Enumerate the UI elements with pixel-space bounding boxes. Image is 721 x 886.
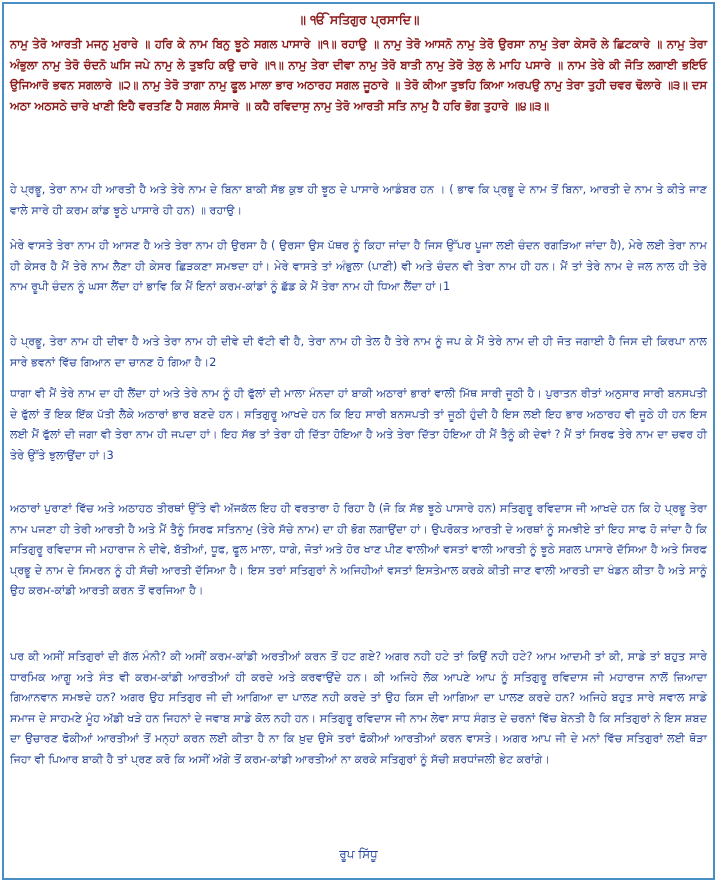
- mool-mantar-heading: ॥ ੴ ਸਤਿਗੁਰ ਪ੍ਰਸਾਦਿ॥: [297, 12, 420, 27]
- paragraph-1: ਹੇ ਪ੍ਰਭੂ, ਤੇਰਾ ਨਾਮ ਹੀ ਆਰਤੀ ਹੈ ਅਤੇ ਤੇਰੇ ਨਾਮ ਦੇ ਬਿਨਾ ਬਾਕੀ ਸੱਭ ਕੁਝ ਹੀ ਝੂਠ ਦੇ ਪਾਸਾਰੇ ਆਡੰਬਰ ਹਨ । ( ਭਾਵ ਕਿ ਪ੍ਰਭੂ ਦੇ ਨਾਮ ਤੋਂ ਬਿਨਾ, ਆਰਤੀ ਦੇ ਨਾਮ ਤੇ ਕੀਤੇ ਜਾਣ ਵਾਲੇ ਸਾਰੇ ਹੀ ਕਰਮ ਕਾਂਡ ਝੂਠੇ ਪਾਸਾਰੇ ਹੀ ਹਨ) ॥ ਰਹਾਉ।: [10, 183, 707, 217]
- paragraph-3: ਹੇ ਪ੍ਰਭੂ, ਤੇਰਾ ਨਾਮ ਹੀ ਦੀਵਾ ਹੈ ਅਤੇ ਤੇਰਾ ਨਾਮ ਹੀ ਦੀਵੇ ਦੀ ਵੱਟੀ ਵੀ ਹੈ, ਤੇਰਾ ਨਾਮ ਹੀ ਤੇਲ ਹੈ ਤੇਰੇ ਨਾਮ ਨੂੰ ਜਪ ਕੇ ਮੈਂ ਤੇਰੇ ਨਾਮ ਦੀ ਹੀ ਜੋਤ ਜਗਾਈ ਹੈ ਜਿਸ ਦੀ ਕਿਰਪਾ ਨਾਲ ਸਾਰੇ ਭਵਨਾਂ ਵਿੱਚ ਗਿਆਨ ਦਾ ਚਾਨਣ ਹੋ ਗਿਆ ਹੈ।2: [10, 335, 707, 369]
- author-name: ਰੂਪ ਸਿੱਧੂ: [339, 847, 378, 861]
- shabad-text: ਨਾਮੁ ਤੇਰੋ ਆਰਤੀ ਮਜਨੁ ਮੁਰਾਰੇ ॥ ਹਰਿ ਕੇ ਨਾਮ ਬਿਨੁ ਝੂਠੇ ਸਗਲ ਪਾਸਾਰੇ ॥੧॥ ਰਹਾਉ ॥ ਨਾਮੁ ਤੇਰੋ ਆਸਨੋ ਨਾਮੁ ਤੇਰੋ ਉਰਸਾ ਨਾਮੁ ਤੇਰਾ ਕੇਸਰੋ ਲੇ ਛਿਟਕਾਰੇ ॥ ਨਾਮੁ ਤੇਰਾ ਅੰਭੁਲਾ ਨਾਮੁ ਤੇਰੋ ਚੰਦਨੋ ਘਸਿ ਜਪੇ ਨਾਮੁ ਲੇ ਤੁਝਹਿ ਕਉ ਚਾਰੇ ॥੧॥ ਨਾਮੁ ਤੇਰਾ ਦੀਵਾ ਨਾਮੁ ਤੇਰੋ ਬਾਤੀ ਨਾਮੁ ਤੇਰੋ ਤੇਲੁ ਲੇ ਮਾਹਿ ਪਸਾਰੇ ॥ ਨਾਮ ਤੇਰੇ ਕੀ ਜੋਤਿ ਲਗਾਈ ਭਇਓ ਉਜਿਆਰੋ ਭਵਨ ਸਗਲਾਰੇ ॥੨॥ ਨਾਮੁ ਤੇਰੋ ਤਾਗਾ ਨਾਮੁ ਫੂਲ ਮਾਲਾ ਭਾਰ ਅਠਾਰਹ ਸਗਲ ਜੂਠਾਰੇ ॥ ਤੇਰੋ ਕੀਆ ਤੁਝਹਿ ਕਿਆ ਅਰਪਉ ਨਾਮੁ ਤੇਰਾ ਤੁਹੀ ਚਵਰ ਢੋਲਾਰੇ ॥੩॥ ਦਸ ਅਠਾ ਅਠਸਠੇ ਚਾਰੇ ਖਾਣੀ ਇਹੈ ਵਰਤਣਿ ਹੈ ਸਗਲ ਸੰਸਾਰੇ ॥ ਕਹੈ ਰਵਿਦਾਸੁ ਨਾਮੁ ਤੇਰੋ ਆਰਤੀ ਸਤਿ ਨਾਮੁ ਹੈ ਹਰਿ ਭੋਗ ਤੁਹਾਰੇ ॥੪॥੩॥: [10, 37, 707, 113]
- paragraph-2: ਮੇਰੇ ਵਾਸਤੇ ਤੇਰਾ ਨਾਮ ਹੀ ਆਸਣ ਹੈ ਅਤੇ ਤੇਰਾ ਨਾਮ ਹੀ ਉਰਸਾ ਹੈ ( ਉਰਸਾ ਉਸ ਪੱਥਰ ਨੂੰ ਕਿਹਾ ਜਾਂਦਾ ਹੈ ਜਿਸ ਉੱਪਰ ਪੂਜਾ ਲਈ ਚੰਦਨ ਰਗੜਿਆ ਜਾਂਦਾ ਹੈ), ਮੇਰੇ ਲਈ ਤੇਰਾ ਨਾਮ ਹੀ ਕੇਸਰ ਹੈ ਮੈਂ ਤੇਰੇ ਨਾਮ ਲੈਣਾ ਹੀ ਕੇਸਰ ਛਿੜਕਣਾ ਸਮਝਦਾ ਹਾਂ। ਮੇਰੇ ਵਾਸਤੇ ਤਾਂ ਅੰਭੁਲਾ (ਪਾਣੀ) ਵੀ ਅਤੇ ਚੰਦਨ ਵੀ ਤੇਰਾ ਨਾਮ ਹੀ ਹਨ। ਮੈਂ ਤਾਂ ਤੇਰੇ ਨਾਮ ਦੇ ਜਲ ਨਾਲ ਹੀ ਤੇਰੇ ਨਾਮ ਰੂਪੀ ਚੰਦਨ ਨੂੰ ਘਸਾ ਲੈਂਦਾ ਹਾਂ ਭਾਵਿ ਕਿ ਮੈਂ ਇਨਾਂ ਕਰਮ-ਕਾਂਡਾਂ ਨੂੰ ਛੱਡ ਕੇ ਮੈਂ ਤੇਰਾ ਨਾਮ ਹੀ ਧਿਆ ਲੈਂਦਾ ਹਾਂ।1: [10, 239, 707, 293]
- document-page: [2, 2, 715, 880]
- paragraph-6: ਪਰ ਕੀ ਅਸੀਂ ਸਤਿਗੁਰਾਂ ਦੀ ਗੱਲ ਮੰਨੀ? ਕੀ ਅਸੀਂ ਕਰਮ-ਕਾਂਡੀ ਅਰਤੀਆਂ ਕਰਨ ਤੋਂ ਹਟ ਗਏ? ਅਗਰ ਨਹੀ ਹਟੇ ਤਾਂ ਕਿਉਂ ਨਹੀ ਹਟੇ? ਆਮ ਆਦਮੀ ਤਾਂ ਕੀ, ਸਾਡੇ ਤਾਂ ਬਹੁਤ ਸਾਰੇ ਧਾਰਮਿਕ ਆਗੂ ਅਤੇ ਸੰਤ ਵੀ ਕਰਮ-ਕਾਂਡੀ ਆਰਤੀਆਂ ਹੀ ਕਰਦੇ ਅਤੇ ਕਰਵਾਉਂਦੇ ਹਨ। ਕੀ ਅਜਿਹੇ ਲੋਕ ਆਪਣੇ ਆਪ ਨੂੰ ਸਤਿਗੁਰੂ ਰਵਿਦਾਸ ਜੀ ਮਹਾਰਾਜ ਨਾਲੋਂ ਜ਼ਿਆਦਾ ਗਿਆਨਵਾਨ ਸਮਝਦੇ ਹਨ? ਅਗਰ ਉਹ ਸਤਿਗੁਰ ਜੀ ਦੀ ਆਗਿਆ ਦਾ ਪਾਲਣ ਨਹੀ ਕਰਦੇ ਤਾਂ ਉਹ ਕਿਸ ਦੀ ਆਗਿਆ ਦਾ ਪਾਲਣ ਕਰਦੇ ਹਨ? ਅਜਿਹੇ ਬਹੁਤ ਸਾਰੇ ਸਵਾਲ ਸਾਡੇ ਸਮਾਜ ਦੇ ਸਾਹਮਣੇ ਮੂੰਹ ਅੱਡੀ ਖੜੇ ਹਨ ਜਿਹਨਾਂ ਦੇ ਜਵਾਬ ਸਾਡੇ ਕੋਲ ਨਹੀ ਹਨ। ਸਤਿਗੁਰੂ ਰਵਿਦਾਸ ਜੀ ਨਾਮ ਲੇਵਾ ਸਾਧ ਸੰਗਤ ਦੇ ਚਰਨਾਂ ਵਿੱਚ ਬੇਨਤੀ ਹੈ ਕਿ ਸਤਿਗੁਰਾਂ ਨੇ ਇਸ ਸ਼ਬਦ ਦਾ ਉਚਾਰਣ ਫੋਕੀਆਂ ਆਰਤੀਆਂ ਤੋਂ ਮਨ੍ਹਾਂ ਕਰਨ ਲਈ ਕੀਤਾ ਹੈ ਨਾ ਕਿ ਖ਼ੁਦ ਉਸੇ ਤਰਾਂ ਫੋਕੀਆਂ ਆਰਤੀਆਂ ਕਰਨ ਵਾਸਤੇ। ਅਗਰ ਆਪ ਜੀ ਦੇ ਮਨਾਂ ਵਿੱਚ ਸਤਿਗੁਰਾਂ ਲਈ ਥੋੜਾ ਜਿਹਾ ਵੀ ਪਿਆਰ ਬਾਕੀ ਹੈ ਤਾਂ ਪ੍ਰਣ ਕਰੋ ਕਿ ਅਸੀਂ ਅੱਗੇ ਤੋਂ ਕਰਮ-ਕਾਂਡੀ ਆਰਤੀਆਂ ਨਾ ਕਰਕੇ ਸਤਿਗੁਰਾਂ ਨੂੰ ਸੱਚੀ ਸ਼ਰਧਾਂਜਲੀ ਭੇਟ ਕਰਾਂਗੇ।: [10, 650, 707, 766]
- paragraph-5: ਅਠਾਰਾਂ ਪੁਰਾਣਾਂ ਵਿੱਚ ਅਤੇ ਅਠਾਹਠ ਤੀਰਥਾਂ ਉੱਤੇ ਵੀ ਅੱਜਕੱਲ ਇਹ ਹੀ ਵਰਤਾਰਾ ਹੋ ਰਿਹਾ ਹੈ (ਜੋ ਕਿ ਸੱਭ ਝੂਠੇ ਪਾਸਾਰੇ ਹਨ) ਸਤਿਗੁਰੂ ਰਵਿਦਾਸ ਜੀ ਆਖਦੇ ਹਨ ਕਿ ਹੇ ਪ੍ਰਭੂ ਤੇਰਾ ਨਾਮ ਪਜਣਾ ਹੀ ਤੇਰੀ ਆਰਤੀ ਹੈ ਅਤੇ ਮੈਂ ਤੈਨੂੰ ਸਿਰਫ ਸਤਿਨਾਮੁ (ਤੇਰੇ ਸੱਚੇ ਨਾਮ) ਦਾ ਹੀ ਭੋਗ ਲਗਾਉਂਦਾ ਹਾਂ। ਉਪਰੋਕਤ ਆਰਤੀ ਦੇ ਅਰਥਾਂ ਨੂੰ ਸਮਝੀਏ ਤਾਂ ਇਹ ਸਾਫ ਹੋ ਜਾਂਦਾ ਹੈ ਕਿ ਸਤਿਗੁਰੂ ਰਵਿਦਾਸ ਜੀ ਮਹਾਰਾਜ ਨੇ ਦੀਵੇ, ਬੱਤੀਆਂ, ਧੂਫ, ਫੂਲ ਮਾਲਾ, ਧਾਗੇ, ਜੋਤਾਂ ਅਤੇ ਹੋਰ ਖਾਣ ਪੀਣ ਵਾਲੀਆਂ ਵਸਤਾਂ ਵਾਲੀ ਆਰਤੀ ਨੂੰ ਝੂਠੇ ਸਗਲ ਪਾਸਾਰੇ ਦੱਸਿਆ ਹੈ ਅਤੇ ਸਿਰਫ ਪ੍ਰਭੂ ਦੇ ਨਾਮ ਦੇ ਸਿਮਰਨ ਨੂੰ ਹੀ ਸੱਚੀ ਆਰਤੀ ਦੱਸਿਆ ਹੈ। ਇਸ ਤਰਾਂ ਸਤਿਗੁਰਾਂ ਨੇ ਅਜਿਹੀਆਂ ਵਸਤਾਂ ਇਸਤੇਮਾਲ ਕਰਕੇ ਕੀਤੀ ਜਾਣ ਵਾਲੀ ਆਰਤੀ ਦਾ ਖੰਡਨ ਕੀਤਾ ਹੈ ਅਤੇ ਸਾਨੂੰ ਉਹ ਕਰਮ-ਕਾਂਡੀ ਆਰਤੀ ਕਰਨ ਤੋਂ ਵਰਜਿਆ ਹੈ।: [10, 502, 707, 597]
- paragraph-4: ਧਾਗਾ ਵੀ ਮੈਂ ਤੇਰੇ ਨਾਮ ਦਾ ਹੀ ਲੈਂਦਾ ਹਾਂ ਅਤੇ ਤੇਰੇ ਨਾਮ ਨੂੰ ਹੀ ਫੁੱਲਾਂ ਦੀ ਮਾਲਾ ਮੰਨਦਾ ਹਾਂ ਬਾਕੀ ਅਠਾਰਾਂ ਭਾਰਾਂ ਵਾਲੀ ਮਿੱਥ ਸਾਰੀ ਜੂਠੀ ਹੈ। ਪੁਰਾਤਨ ਰੀਤਾਂ ਅਨੁਸਾਰ ਸਾਰੀ ਬਨਸਪਤੀ ਦੇ ਫੁੱਲਾਂ ਤੋਂ ਇਕ ਇੱਕ ਪੱਤੀ ਲੈਕੇ ਅਠਾਰਾਂ ਭਾਰ ਬਣਦੇ ਹਨ। ਸਤਿਗੁਰੂ ਆਖਦੇ ਹਨ ਕਿ ਇਹ ਸਾਰੀ ਬਨਸਪਤੀ ਤਾਂ ਜੂਠੀ ਹੁੰਦੀ ਹੈ ਇਸ ਲਈ ਇਹ ਭਾਰ ਅਠਾਰਹ ਵੀ ਜੂਠੇ ਹੀ ਹਨ ਇਸ ਲਈ ਮੈਂ ਫੁੱਲਾਂ ਦੀ ਜਗਾ ਵੀ ਤੇਰਾ ਨਾਮ ਹੀ ਜਪਦਾ ਹਾਂ। ਇਹ ਸੱਭ ਤਾਂ ਤੇਰਾ ਹੀ ਦਿੱਤਾ ਹੋਇਆ ਹੈ ਅਤੇ ਤੇਰਾ ਦਿੱਤਾ ਹੋਇਆ ਹੀ ਮੈਂ ਤੈਨੂੰ ਕੀ ਦੇਵਾਂ ? ਮੈਂ ਤਾਂ ਸਿਰਫ ਤੇਰੇ ਨਾਮ ਦਾ ਚਵਰ ਹੀ ਤੇਰੇ ਉੱਤੇ ਝੁਲਾਉਂਦਾ ਹਾਂ।3: [10, 387, 707, 462]
